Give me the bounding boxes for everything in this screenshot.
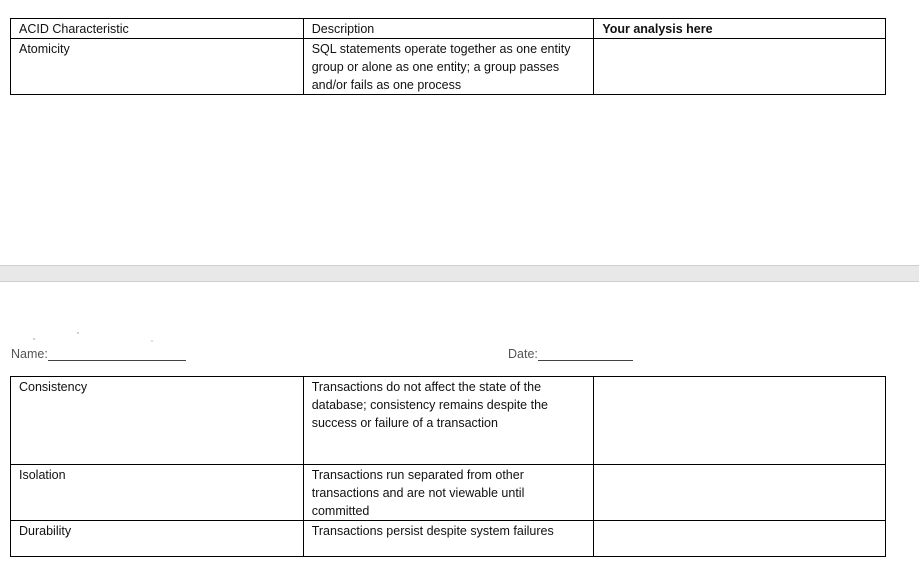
table-row-consistency bbox=[11, 377, 886, 465]
characteristic-cell: Atomicity bbox=[11, 39, 304, 95]
description-cell: SQL statements operate together as one entity group or alone as one entity; a group passes and/or fails as one process bbox=[303, 39, 594, 95]
table-row-isolation bbox=[11, 465, 886, 521]
date-field bbox=[508, 347, 633, 361]
name-blank-line[interactable] bbox=[48, 347, 186, 361]
name-field bbox=[11, 347, 186, 361]
analysis-cell[interactable] bbox=[594, 465, 886, 521]
acid-table-top bbox=[10, 18, 886, 95]
characteristic-cell: Durability bbox=[11, 521, 304, 557]
characteristic-cell: Isolation bbox=[11, 465, 304, 521]
header-analysis: Your analysis here bbox=[594, 19, 886, 39]
description-cell: Transactions run separated from other transactions and are not viewable until committed bbox=[303, 465, 594, 521]
acid-table-bottom bbox=[10, 376, 886, 557]
analysis-cell[interactable] bbox=[594, 521, 886, 557]
description-cell: Transactions do not affect the state of the database; consistency remains despite the success or failure of a transaction bbox=[303, 377, 594, 465]
scan-specks bbox=[30, 330, 160, 344]
analysis-cell[interactable] bbox=[594, 377, 886, 465]
table-row-durability bbox=[11, 521, 886, 557]
header-description: Description bbox=[303, 19, 594, 39]
characteristic-cell: Consistency bbox=[11, 377, 304, 465]
date-blank-line[interactable] bbox=[538, 347, 633, 361]
table-row-atomicity bbox=[11, 39, 886, 95]
description-cell: Transactions persist despite system failures bbox=[303, 521, 594, 557]
date-label: Date: bbox=[508, 347, 538, 361]
header-characteristic: ACID Characteristic bbox=[11, 19, 304, 39]
table-header-row bbox=[11, 19, 886, 39]
analysis-cell[interactable] bbox=[594, 39, 886, 95]
name-label: Name: bbox=[11, 347, 48, 361]
page-break-separator bbox=[0, 265, 919, 282]
